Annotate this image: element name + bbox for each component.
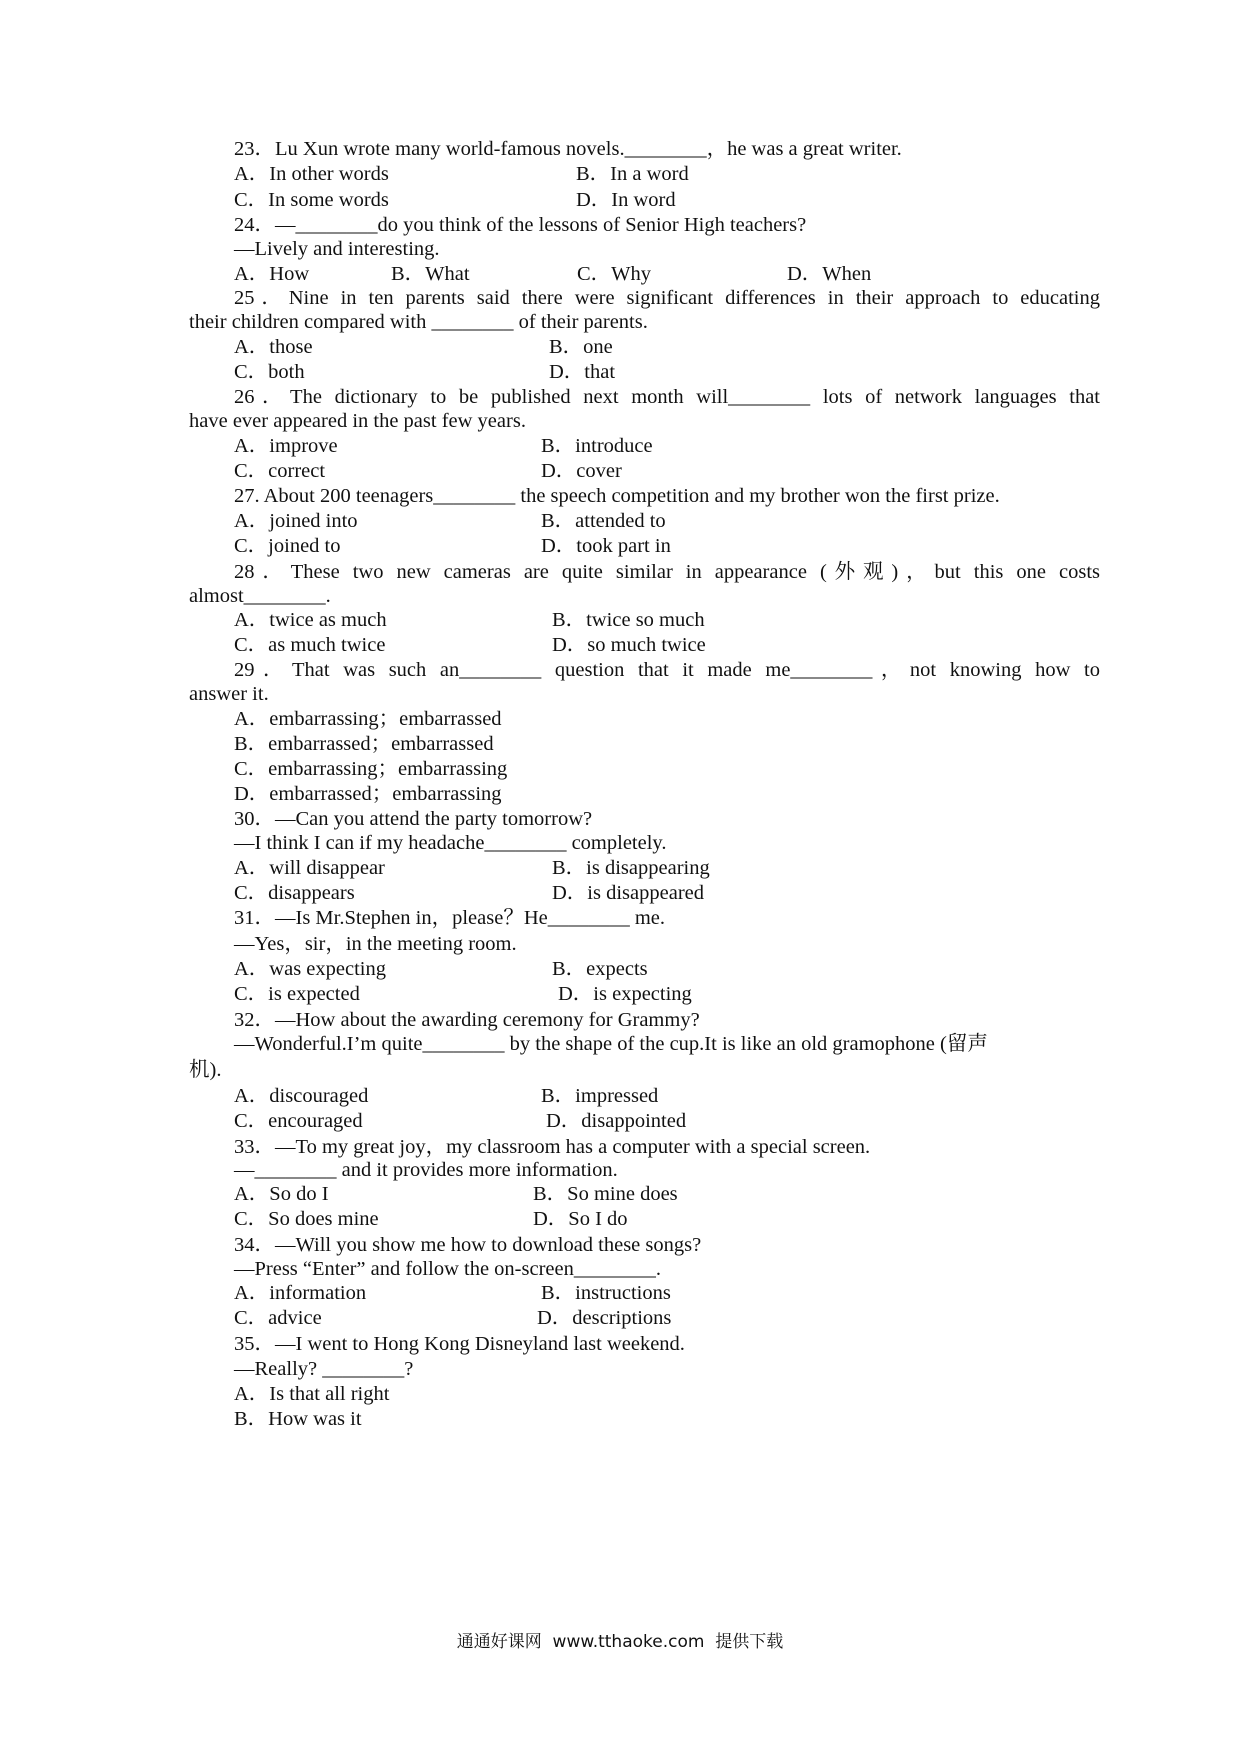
q23-opt-d: D．In word — [576, 189, 676, 211]
q32-reply-2: 机). — [189, 1059, 222, 1081]
q27-stem: 27. About 200 teenagers________ the speech competition and my brother won the first prize. — [234, 485, 1000, 507]
q29-opt-a: A．embarrassing；embarrassed — [234, 708, 502, 730]
q23-opt-a: A．In other words — [234, 163, 389, 185]
q35-reply: —Really? ________? — [234, 1358, 414, 1380]
q32-opt-c: C．encouraged — [234, 1110, 363, 1132]
q27-opt-c: C．joined to — [234, 535, 341, 557]
q30-opt-d: D．is disappeared — [552, 882, 704, 904]
q25-stem-1: 25．Nine in ten parents said there were significant differences in their approach to educating — [234, 287, 1100, 309]
q24-reply: —Lively and interesting. — [234, 238, 440, 260]
q26-stem-2: have ever appeared in the past few years. — [189, 410, 526, 432]
q26-opt-b: B．introduce — [541, 435, 653, 457]
q32-opt-b: B．impressed — [541, 1085, 659, 1107]
q26-opt-d: D．cover — [541, 460, 622, 482]
q34-reply: —Press “Enter” and follow the on-screen________. — [234, 1258, 661, 1280]
page-footer: 通通好课网 www.tthaoke.com 提供下载 — [456, 1632, 784, 1652]
q26-opt-a: A．improve — [234, 435, 338, 457]
q25-opt-b: B．one — [549, 336, 613, 358]
q30-opt-a: A．will disappear — [234, 857, 385, 879]
q28-opt-a: A．twice as much — [234, 609, 387, 631]
q27-opt-a: A．joined into — [234, 510, 358, 532]
q23-opt-c: C．In some words — [234, 189, 389, 211]
q29-opt-d: D．embarrassed；embarrassing — [234, 783, 502, 805]
q31-opt-d: D．is expecting — [558, 983, 692, 1005]
q31-opt-a: A．was expecting — [234, 958, 386, 980]
q24-opt-c: C．Why — [577, 263, 652, 285]
q34-opt-a: A．information — [234, 1282, 367, 1304]
q24-opt-d: D．When — [787, 263, 872, 285]
q31-reply: —Yes，sir，in the meeting room. — [234, 933, 517, 955]
q34-opt-c: C．advice — [234, 1307, 322, 1329]
q35-stem: 35．—I went to Hong Kong Disneyland last weekend. — [234, 1333, 685, 1355]
q28-stem-2: almost________. — [189, 585, 331, 607]
q35-opt-b: B．How was it — [234, 1408, 362, 1430]
q29-opt-b: B．embarrassed；embarrassed — [234, 733, 494, 755]
q26-stem-1: 26．The dictionary to be published next month will________ lots of network languages that — [234, 386, 1100, 408]
q33-reply: —________ and it provides more information. — [234, 1159, 618, 1181]
q28-opt-b: B．twice so much — [552, 609, 705, 631]
q34-stem: 34．—Will you show me how to download these songs? — [234, 1234, 702, 1256]
q27-opt-d: D．took part in — [541, 535, 671, 557]
q23-stem: 23．Lu Xun wrote many world-famous novels.________，he was a great writer. — [234, 138, 902, 160]
q24-opt-b: B．What — [391, 263, 470, 285]
q32-opt-a: A．discouraged — [234, 1085, 369, 1107]
q29-stem-2: answer it. — [189, 683, 269, 705]
q26-opt-c: C．correct — [234, 460, 326, 482]
q33-opt-d: D．So I do — [533, 1208, 628, 1230]
q27-opt-b: B．attended to — [541, 510, 666, 532]
q32-reply-1: —Wonderful.I’m quite________ by the shape of the cup.It is like an old gramophone (留声 — [234, 1033, 988, 1055]
q25-stem-2: their children compared with ________ of their parents. — [189, 311, 648, 333]
q32-opt-d: D．disappointed — [546, 1110, 687, 1132]
q25-opt-c: C．both — [234, 361, 305, 383]
q25-opt-a: A．those — [234, 336, 313, 358]
q32-stem: 32．—How about the awarding ceremony for Grammy? — [234, 1009, 700, 1031]
q30-stem: 30．—Can you attend the party tomorrow? — [234, 808, 593, 830]
q34-opt-b: B．instructions — [541, 1282, 671, 1304]
q24-opt-a: A．How — [234, 263, 310, 285]
q33-opt-b: B．So mine does — [533, 1183, 678, 1205]
q30-reply: —I think I can if my headache________ completely. — [234, 832, 667, 854]
q30-opt-b: B．is disappearing — [552, 857, 710, 879]
q31-opt-b: B．expects — [552, 958, 648, 980]
q23-opt-b: B．In a word — [576, 163, 689, 185]
q29-stem-1: 29．That was such an________ question that it made me________，not knowing how to — [234, 659, 1100, 681]
q25-opt-d: D．that — [549, 361, 616, 383]
q29-opt-c: C．embarrassing；embarrassing — [234, 758, 508, 780]
q30-opt-c: C．disappears — [234, 882, 355, 904]
q28-opt-c: C．as much twice — [234, 634, 386, 656]
q33-opt-c: C．So does mine — [234, 1208, 379, 1230]
q34-opt-d: D．descriptions — [537, 1307, 672, 1329]
q28-opt-d: D．so much twice — [552, 634, 706, 656]
q28-stem-1: 28．These two new cameras are quite similar in appearance (外观)，but this one costs — [234, 561, 1100, 583]
q31-opt-c: C．is expected — [234, 983, 360, 1005]
q31-stem: 31．—Is Mr.Stephen in，please？He________ me. — [234, 907, 666, 929]
q24-stem: 24．—________do you think of the lessons of Senior High teachers? — [234, 214, 807, 236]
q33-opt-a: A．So do I — [234, 1183, 329, 1205]
q33-stem: 33．—To my great joy，my classroom has a computer with a special screen. — [234, 1136, 871, 1158]
q35-opt-a: A．Is that all right — [234, 1383, 390, 1405]
